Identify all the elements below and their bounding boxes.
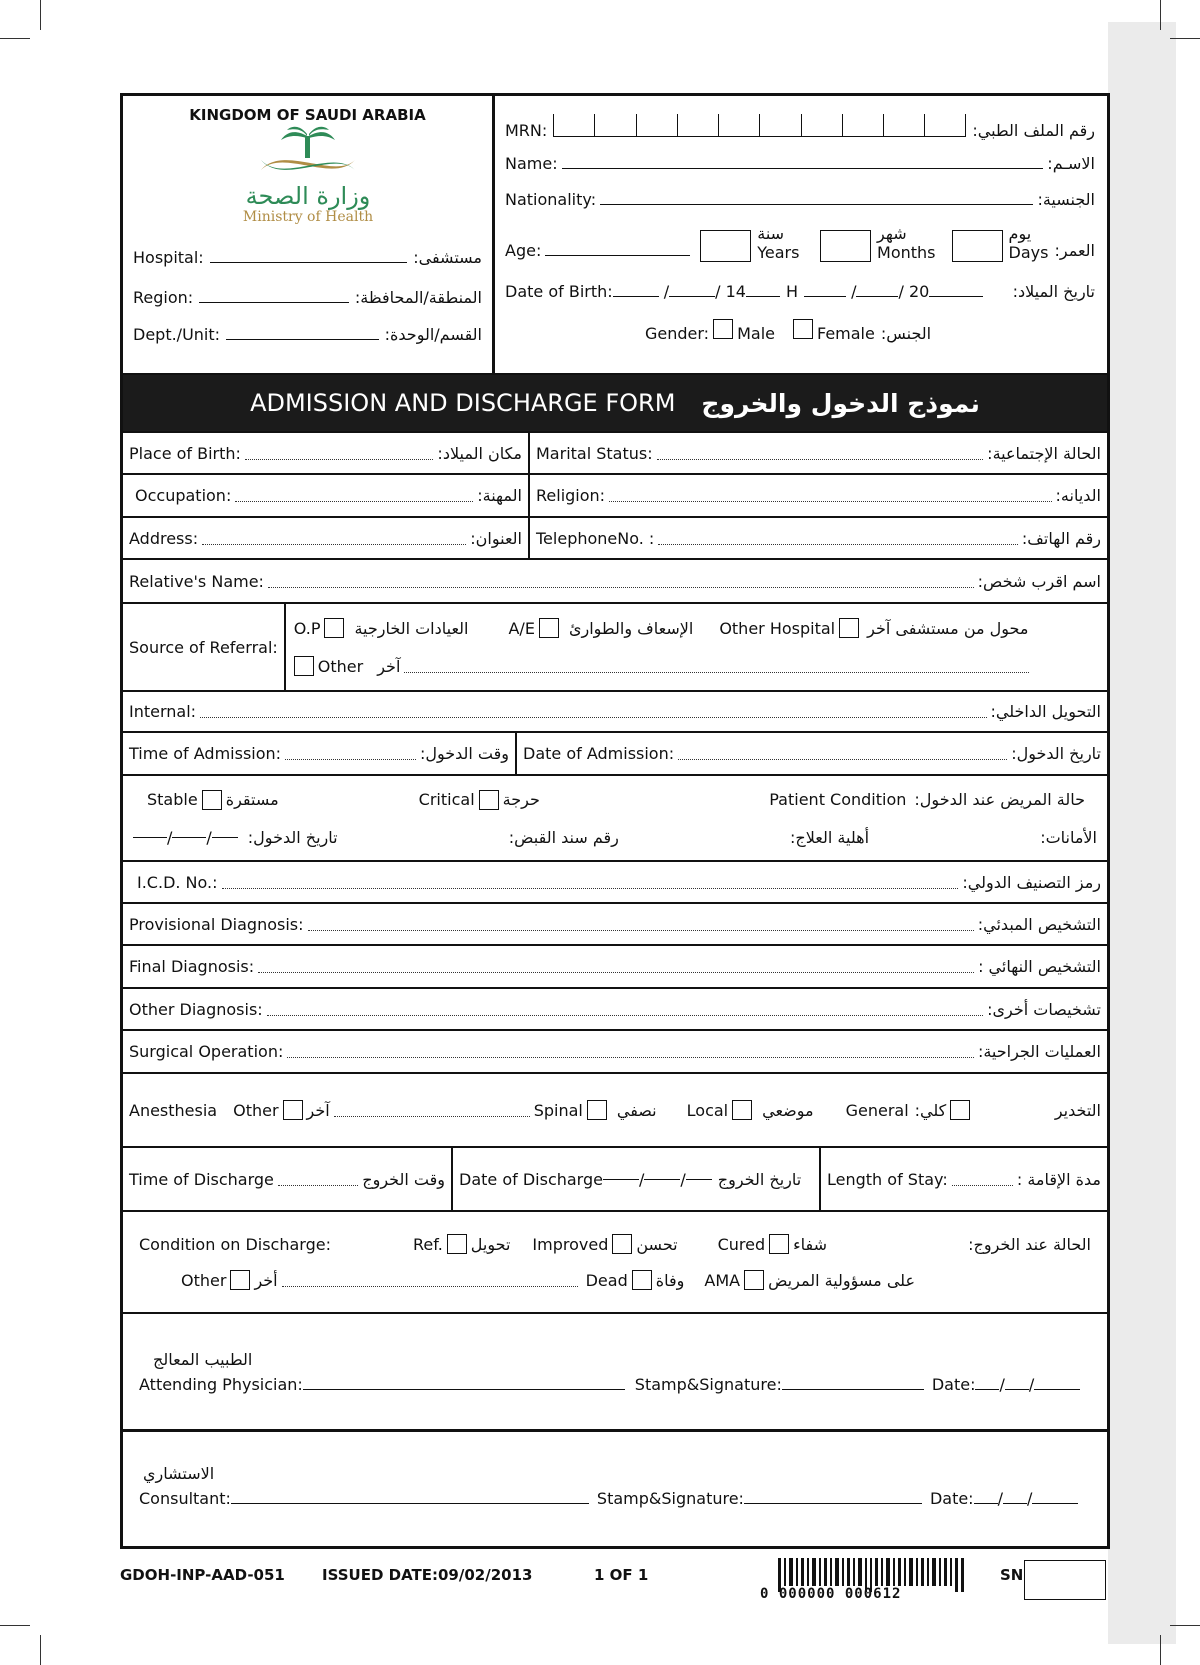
label: تاريخ الدخول: xyxy=(1011,744,1101,763)
label: المهنة: xyxy=(477,486,522,505)
label: مستقرة xyxy=(225,790,279,809)
length-of-stay-field[interactable] xyxy=(819,1148,1107,1210)
referral-options xyxy=(284,604,1107,690)
months-label: شهر Months xyxy=(877,224,936,262)
label: Date of Birth: xyxy=(505,282,613,301)
label: تحسن xyxy=(636,1234,678,1254)
form-title-bar xyxy=(123,375,1107,433)
label: Occupation: xyxy=(135,486,232,505)
gender-field xyxy=(645,319,931,343)
label: Nationality: xyxy=(505,190,597,209)
page-count: 1 OF 1 xyxy=(594,1566,649,1584)
label: Patient Condition xyxy=(769,790,907,809)
label: Other xyxy=(233,1100,279,1120)
label: القسم/الوحدة: xyxy=(384,325,482,344)
years-label: سنة Years xyxy=(757,224,800,262)
label: أهلية العلاج: xyxy=(790,827,870,847)
label: تاريخ الخروج xyxy=(717,1169,802,1189)
days-label: يوم Days xyxy=(1008,224,1049,262)
dept-field[interactable] xyxy=(133,325,482,344)
label: مدة الإقامة : xyxy=(1016,1169,1101,1189)
spinal-checkbox[interactable] xyxy=(587,1100,607,1120)
physician-name-input[interactable] xyxy=(303,1389,625,1390)
label: Date: xyxy=(929,1489,974,1508)
discharge-time-row xyxy=(123,1148,1107,1212)
label: تحويل xyxy=(470,1234,511,1254)
hospital-block xyxy=(123,96,495,373)
palm-tree-icon xyxy=(281,127,335,158)
anesthesia-other-input[interactable] xyxy=(334,1104,530,1117)
consultant-date-input[interactable] xyxy=(1032,1503,1078,1504)
label: الحالة عند الخروج: xyxy=(968,1234,1091,1254)
nationality-field[interactable] xyxy=(505,190,1095,209)
label: Other Hospital xyxy=(719,618,836,638)
label: تشخيصات أخرى: xyxy=(987,999,1101,1019)
label: Source of Referral: xyxy=(129,637,278,657)
label: رقم الهاتف: xyxy=(1021,528,1101,548)
surgical-operation-field[interactable] xyxy=(123,1031,1107,1072)
label: Marital Status: xyxy=(536,443,653,463)
admission-finance-line: / / تاريخ الدخول: رقم سند القبض: أهلية العلاج: الأمانات: xyxy=(133,828,1097,847)
label: آخر xyxy=(306,1100,330,1120)
general-checkbox[interactable] xyxy=(950,1100,970,1120)
ama-checkbox[interactable] xyxy=(744,1270,764,1290)
condition-admission-row xyxy=(123,776,1107,862)
referral-other-input[interactable] xyxy=(404,660,1029,673)
years-box[interactable] xyxy=(700,230,751,262)
label: الاستشاري xyxy=(143,1464,215,1483)
label: المنطقة/المحافظة: xyxy=(354,288,482,307)
label: Stamp&Signature: xyxy=(596,1489,744,1508)
label: الجنسية: xyxy=(1037,190,1095,209)
ae-checkbox[interactable] xyxy=(539,618,559,638)
label: آخر xyxy=(377,656,401,676)
label: التشخيص المبدئي: xyxy=(977,914,1101,934)
crop-mark xyxy=(1170,1625,1200,1626)
date-of-discharge-field[interactable]: Date of Discharge / / تاريخ الخروج xyxy=(451,1148,819,1210)
ref-checkbox[interactable] xyxy=(447,1234,467,1254)
label: تاريخ الدخول: xyxy=(247,827,338,847)
consultant-row xyxy=(123,1432,1107,1540)
label: الجنس: xyxy=(880,324,932,343)
label: وقت الخروج xyxy=(362,1169,445,1189)
address-field[interactable] xyxy=(123,518,528,558)
crop-mark xyxy=(0,38,30,39)
place-of-birth-field[interactable] xyxy=(123,433,528,473)
label: Age: xyxy=(505,241,542,260)
crop-mark xyxy=(1170,38,1200,39)
label: حرجة xyxy=(502,790,540,809)
label: Other Diagnosis: xyxy=(129,999,263,1019)
label: O.P xyxy=(293,618,321,638)
occupation-religion-row xyxy=(123,475,1107,518)
label: مستشفى: xyxy=(413,248,482,267)
label: وقت الدخول: xyxy=(419,744,509,763)
label: Gender: xyxy=(645,324,710,343)
label: وفاة xyxy=(655,1270,685,1290)
crop-mark xyxy=(40,0,41,30)
label: Male xyxy=(737,324,775,343)
surgical-row xyxy=(123,1031,1107,1074)
form-code: GDOH-INP-AAD-051 xyxy=(120,1566,285,1584)
label: Anesthesia xyxy=(129,1100,218,1120)
admission-time-row xyxy=(123,733,1107,776)
label: Time of Admission: xyxy=(129,744,282,763)
label: رقم الملف الطبي: xyxy=(972,121,1095,140)
label: Date of Admission: xyxy=(523,744,675,763)
label: Female xyxy=(816,324,875,343)
name-field[interactable] xyxy=(505,154,1095,173)
stable-checkbox[interactable] xyxy=(202,790,222,810)
anesthesia-other-checkbox[interactable] xyxy=(283,1100,303,1120)
region-field[interactable] xyxy=(133,288,482,307)
cured-checkbox[interactable] xyxy=(769,1234,789,1254)
referral-row xyxy=(123,604,1107,692)
consultant-signature-input[interactable] xyxy=(744,1503,922,1504)
address-phone-row xyxy=(123,518,1107,560)
patient-block xyxy=(495,96,1107,373)
label: رقم سند القبض: xyxy=(508,827,619,847)
ministry-logo xyxy=(223,124,393,224)
label: Date: xyxy=(931,1374,976,1394)
other-hospital-checkbox[interactable] xyxy=(839,618,859,638)
op-checkbox[interactable] xyxy=(324,618,344,638)
crop-mark xyxy=(1160,1635,1161,1665)
label: شفاء xyxy=(793,1234,828,1254)
date-of-admission-field[interactable] xyxy=(515,733,1107,774)
label: Attending Physician: xyxy=(139,1374,303,1394)
label: Other xyxy=(181,1270,227,1290)
form-sheet xyxy=(120,93,1110,1549)
dob-hijri-year: / 14 xyxy=(715,282,746,301)
label: موضعي xyxy=(762,1100,814,1120)
physician-sign-line: Attending Physician: Stamp&Signature: Date: / / xyxy=(139,1375,1091,1394)
label: Name: xyxy=(505,154,558,173)
label: تاريخ الميلاد: xyxy=(1012,282,1095,301)
label: A/E xyxy=(508,618,535,638)
form-header xyxy=(123,96,1107,375)
label: Time of Discharge xyxy=(129,1169,274,1189)
label: الأمانات: xyxy=(1040,827,1097,847)
discharge-condition-line2 xyxy=(139,1270,1091,1290)
barcode-number: 0 000000 000612 xyxy=(760,1586,902,1602)
internal-row xyxy=(123,692,1107,733)
label: Date of Discharge xyxy=(459,1169,603,1189)
label: Internal: xyxy=(129,702,197,721)
final-row xyxy=(123,946,1107,989)
label: رمز التصنيف الدولي: xyxy=(962,872,1101,892)
other-diagnosis-field[interactable] xyxy=(123,989,1107,1029)
referral-options-line1 xyxy=(294,618,1099,638)
label: العنوان: xyxy=(470,528,522,548)
label: I.C.D. No.: xyxy=(137,872,218,892)
physician-date-input[interactable] xyxy=(1034,1389,1080,1390)
referral-label xyxy=(123,604,284,690)
label: العمليات الجراحية: xyxy=(977,1042,1101,1061)
dob-hijri-marker: H xyxy=(785,282,798,301)
page-edge-strip xyxy=(1108,22,1176,1644)
label: Surgical Operation: xyxy=(129,1042,284,1061)
discharge-other-input[interactable] xyxy=(282,1274,578,1287)
label: Stamp&Signature: xyxy=(634,1374,782,1394)
label: Provisional Diagnosis: xyxy=(129,914,304,934)
consultant-name-input[interactable] xyxy=(231,1503,589,1504)
referral-options-line2 xyxy=(294,656,1099,676)
anesthesia-field xyxy=(123,1074,1107,1146)
referral-other-checkbox[interactable] xyxy=(294,656,314,676)
label: MRN: xyxy=(505,121,548,140)
physician-signature-input[interactable] xyxy=(782,1389,924,1390)
label: Local xyxy=(686,1100,729,1120)
telephone-field[interactable] xyxy=(528,518,1107,558)
icd-row xyxy=(123,862,1107,904)
label: Cured xyxy=(717,1234,766,1254)
label: الإسعاف والطوارئ xyxy=(568,618,694,638)
sn-input[interactable] xyxy=(1024,1560,1106,1600)
mrn-field[interactable] xyxy=(505,114,1095,140)
label: Condition on Discharge: xyxy=(139,1234,331,1254)
label: الديانه: xyxy=(1055,486,1101,505)
mrn-boxes[interactable] xyxy=(553,114,966,137)
dob-greg-year: / 20 xyxy=(898,282,930,301)
label: محول من مستشفى آخر xyxy=(867,618,1029,638)
label: Hospital: xyxy=(133,248,204,267)
occupation-field[interactable] xyxy=(123,475,528,516)
dob-field[interactable]: Date of Birth: / / 14 H / / 20 تاريخ الميلاد: xyxy=(505,282,1095,301)
label: Length of Stay: xyxy=(827,1169,948,1189)
religion-field[interactable] xyxy=(528,475,1107,516)
label: العمر: xyxy=(1054,241,1095,260)
final-diagnosis-field[interactable] xyxy=(123,946,1107,987)
improved-checkbox[interactable] xyxy=(612,1234,632,1254)
female-checkbox[interactable] xyxy=(793,319,813,339)
label: Improved xyxy=(532,1234,609,1254)
birth-marital-row xyxy=(123,433,1107,475)
label: General xyxy=(845,1100,909,1120)
label: العيادات الخارجية xyxy=(354,618,469,638)
label: TelephoneNo. : xyxy=(536,528,655,548)
label: Address: xyxy=(129,528,199,548)
kingdom-title: KINGDOM OF SAUDI ARABIA xyxy=(189,106,426,124)
label: Relative's Name: xyxy=(129,571,264,591)
label: الحالة الإجتماعية: xyxy=(987,443,1101,463)
label: حالة المريض عند الدخول: xyxy=(914,790,1085,809)
admission-condition-line xyxy=(133,790,1097,810)
crop-mark xyxy=(40,1635,41,1665)
sn-label: SN xyxy=(1000,1566,1024,1584)
label: Final Diagnosis: xyxy=(129,957,255,976)
local-checkbox[interactable] xyxy=(732,1100,752,1120)
logo-arabic-text: وزارة الصحة xyxy=(245,182,371,210)
logo-english-text: Ministry of Health xyxy=(242,209,374,224)
crop-mark xyxy=(0,1625,30,1626)
discharge-other-checkbox[interactable] xyxy=(230,1270,250,1290)
consultant-sign-line: Consultant: Stamp&Signature: Date: / / xyxy=(139,1489,1091,1508)
relative-row xyxy=(123,560,1107,604)
label: Other xyxy=(317,656,364,676)
dead-checkbox[interactable] xyxy=(632,1270,652,1290)
critical-checkbox[interactable] xyxy=(479,790,499,810)
time-of-admission-field[interactable] xyxy=(123,733,515,774)
label: Consultant: xyxy=(139,1489,231,1508)
icd-field[interactable] xyxy=(123,862,1107,902)
issued-date: ISSUED DATE:09/02/2013 xyxy=(322,1566,533,1584)
label: كلي: xyxy=(914,1100,947,1120)
internal-field[interactable] xyxy=(123,692,1107,731)
label: التحويل الداخلي: xyxy=(990,702,1101,721)
label: التشخيص النهائي : xyxy=(978,957,1101,976)
time-of-discharge-field[interactable] xyxy=(123,1148,451,1210)
label: Religion: xyxy=(536,486,606,505)
months-box[interactable] xyxy=(820,230,871,262)
label: الطبيب المعالج xyxy=(153,1349,253,1369)
condition-discharge-row xyxy=(123,1212,1107,1314)
relative-name-field[interactable] xyxy=(123,560,1107,602)
label: Stable xyxy=(147,790,198,809)
marital-status-field[interactable] xyxy=(528,433,1107,473)
anesthesia-row xyxy=(123,1074,1107,1148)
label: اسم اقرب شخص: xyxy=(977,571,1101,591)
label: نصفي xyxy=(616,1100,657,1120)
days-box[interactable] xyxy=(952,230,1003,262)
label: Dept./Unit: xyxy=(133,325,221,344)
label: التخدير xyxy=(1054,1100,1101,1120)
label: Place of Birth: xyxy=(129,443,241,463)
provisional-diagnosis-field[interactable] xyxy=(123,904,1107,944)
provisional-row xyxy=(123,904,1107,946)
label: Critical xyxy=(418,790,475,809)
label: أخر xyxy=(254,1270,278,1290)
label: AMA xyxy=(704,1270,741,1290)
label: Region: xyxy=(133,288,194,307)
age-field[interactable] xyxy=(505,224,1095,262)
physician-row xyxy=(123,1314,1107,1432)
hospital-field[interactable] xyxy=(133,248,482,267)
label: الاسـم: xyxy=(1047,154,1095,173)
label: على مسؤولية المريض xyxy=(768,1270,915,1290)
other-diagnosis-row xyxy=(123,989,1107,1031)
male-checkbox[interactable] xyxy=(713,319,733,339)
label: Ref. xyxy=(412,1234,443,1254)
label: مكان الميلاد: xyxy=(437,443,522,463)
form-title-ar: نموذج الدخول والخروج xyxy=(701,388,980,418)
label: Spinal xyxy=(533,1100,583,1120)
crop-mark xyxy=(1160,0,1161,30)
label: Dead xyxy=(585,1270,628,1290)
form-title-en: ADMISSION AND DISCHARGE FORM xyxy=(250,389,676,417)
discharge-condition-line1 xyxy=(139,1234,1091,1254)
